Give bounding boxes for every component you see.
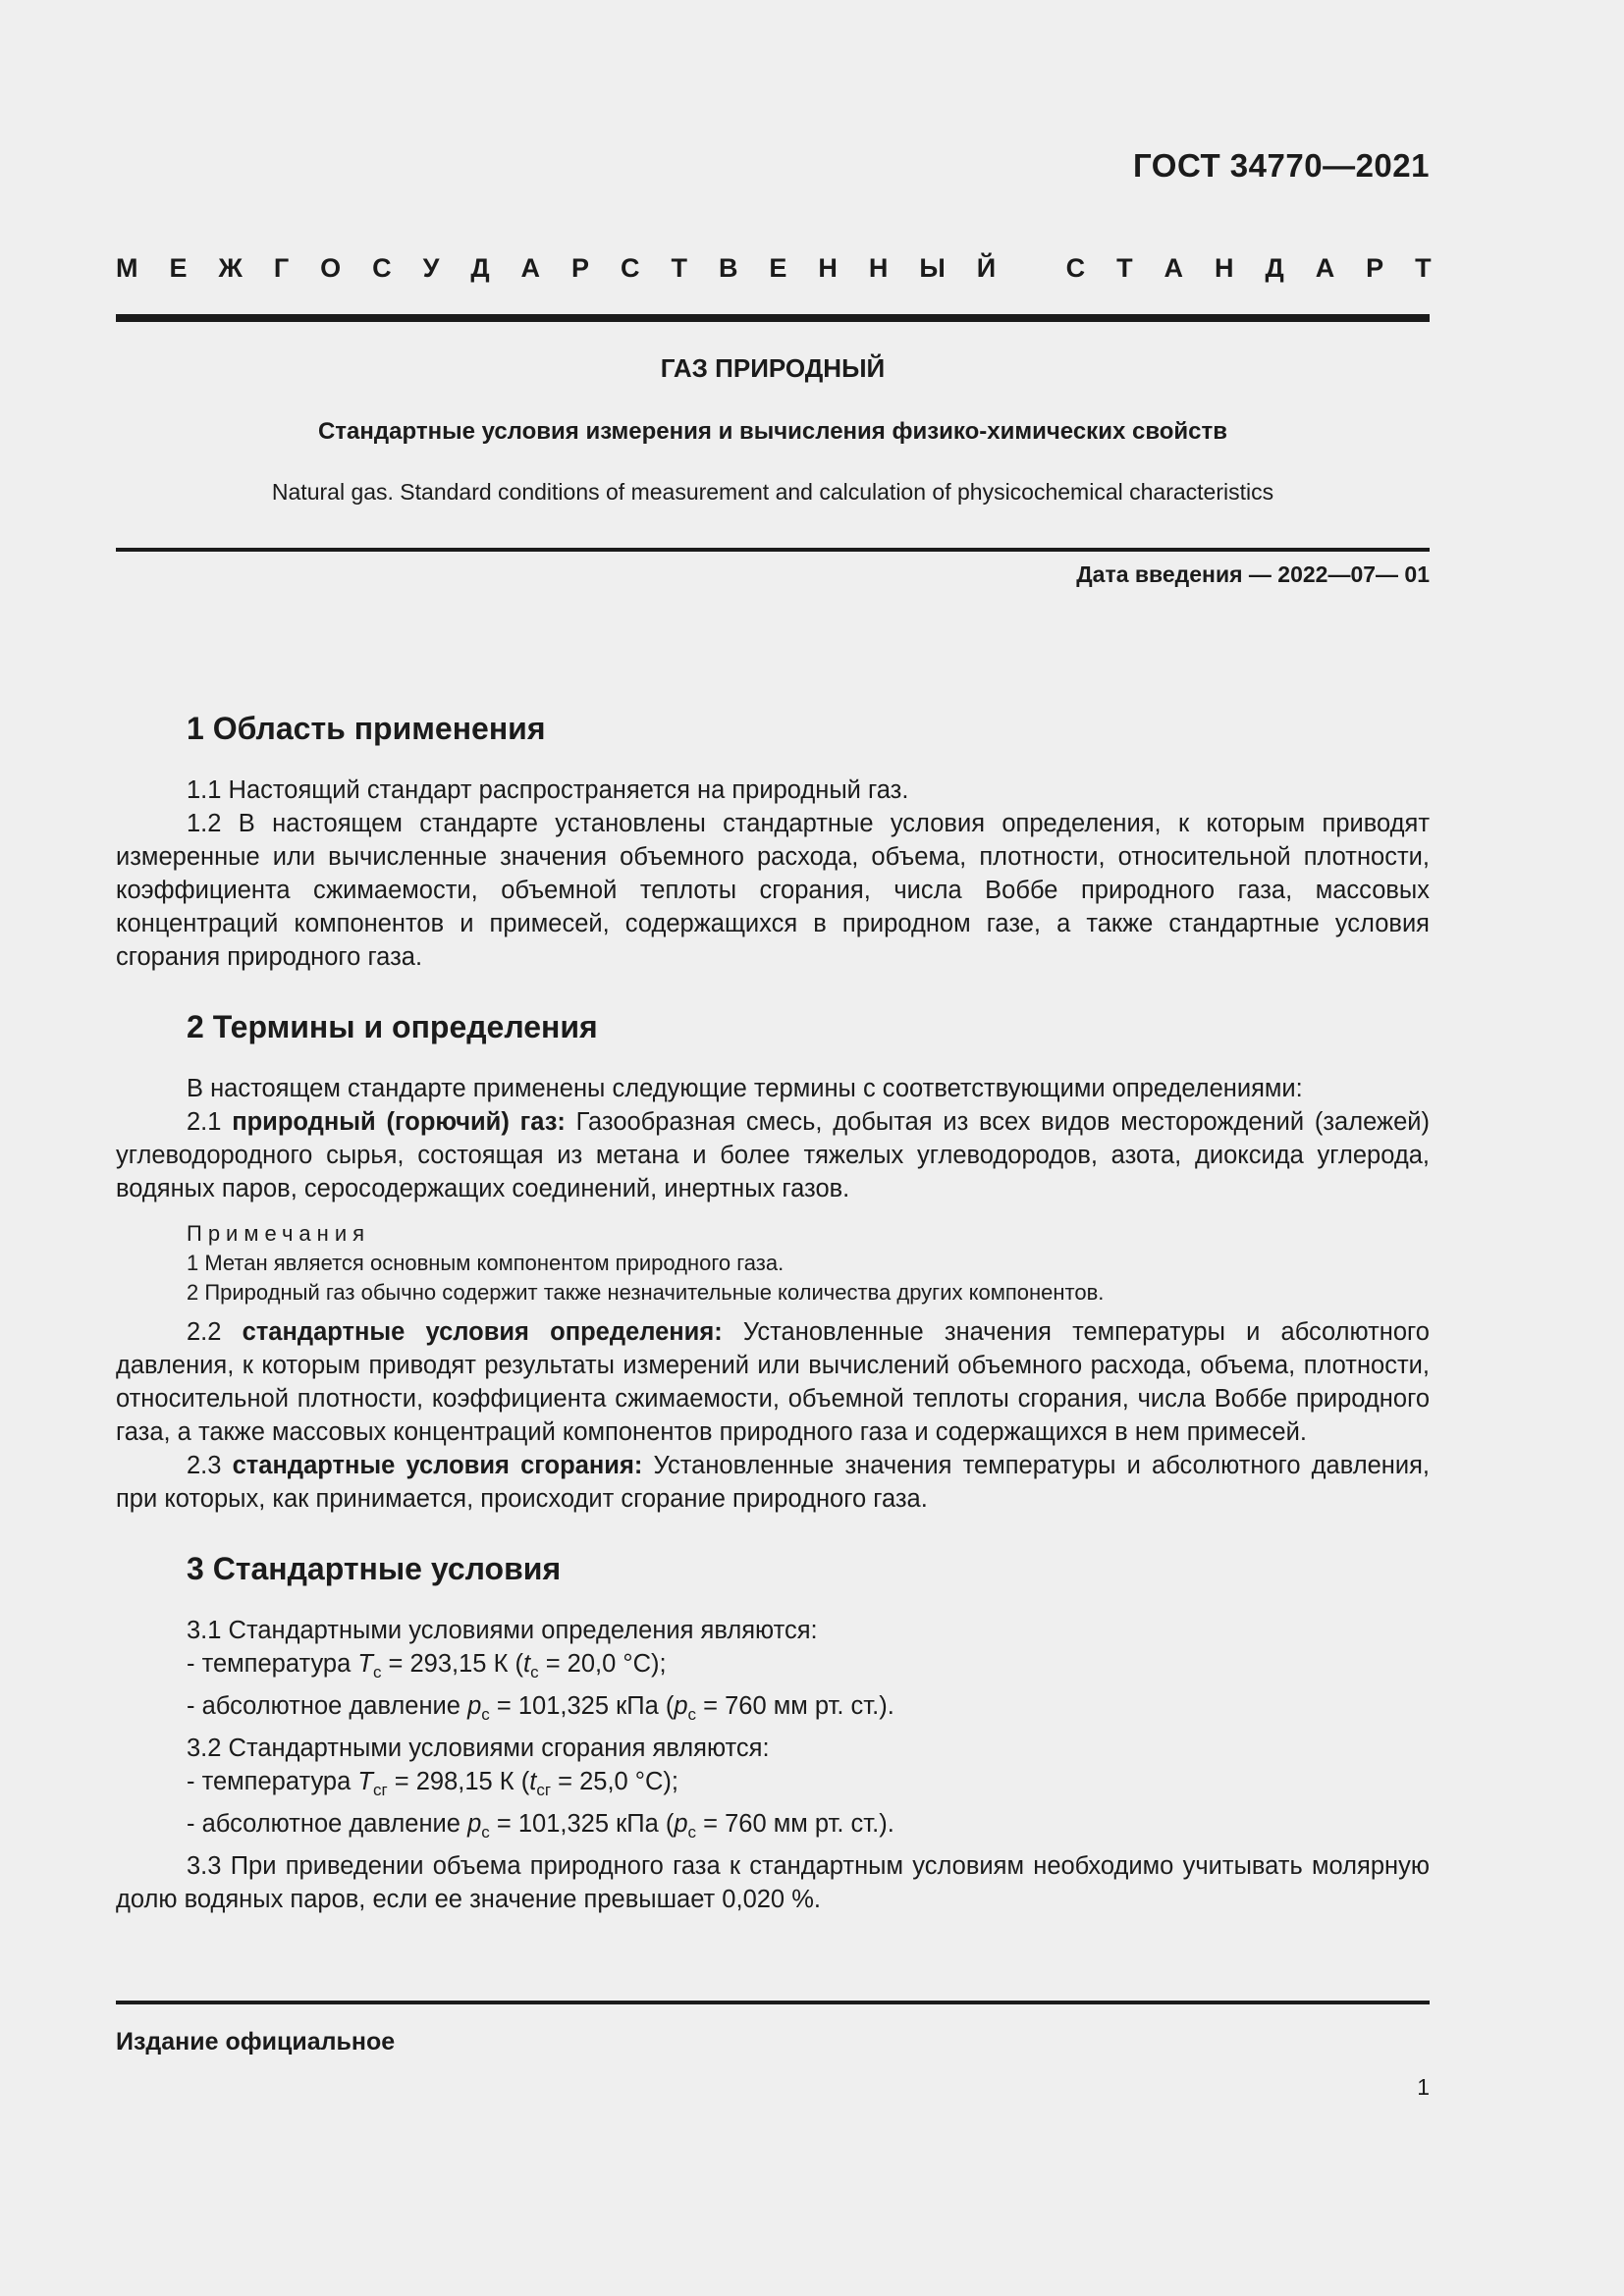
interstate-letter: М	[116, 253, 138, 283]
notes-title: Примечания	[187, 1221, 371, 1246]
document-body	[116, 707, 1430, 1916]
interstate-letter: В	[718, 253, 738, 283]
document-subtitle: Стандартные условия измерения и вычисления физико-химических свойств	[317, 418, 1228, 445]
page-number: 1	[1417, 2074, 1430, 2100]
note-1: 1 Метан является основным компонентом природного газа.	[187, 1251, 785, 1275]
standard-number: ГОСТ 34770—2021	[1133, 147, 1430, 184]
clause-2-3: 2.3 стандартные условия сгорания: Установленные значения температуры и абсолютного давления, при которых, как принимается, происходит сгорание природного газа.	[116, 1452, 1430, 1513]
title-rule	[116, 548, 1430, 552]
interstate-letter: Е	[169, 253, 188, 283]
item-pressure-determination: - абсолютное давление $p_с = 101,325$ кПа ($p_с = 760$ мм рт. ст.).	[187, 1692, 894, 1724]
introduction-date: Дата введения — 2022—07— 01	[1076, 561, 1430, 587]
interstate-letter: С	[372, 253, 392, 283]
interstate-letter: Н	[868, 253, 889, 283]
clause-3-2: 3.2 Стандартными условиями сгорания являются:	[187, 1735, 770, 1762]
interstate-letter: А	[1315, 253, 1335, 283]
interstate-letter: А	[1164, 253, 1184, 283]
interstate-letter: Р	[1366, 253, 1384, 283]
interstate-letter: Н	[1215, 253, 1234, 283]
interstate-letter: Ж	[218, 253, 243, 283]
clause-1-1: 1.1 Настоящий стандарт распространяется на природный газ.	[187, 776, 909, 804]
clause-3-1: 3.1 Стандартными условиями определения являются:	[187, 1617, 818, 1644]
interstate-letter: Т	[1116, 253, 1133, 283]
clause-1-2: 1.2 В настоящем стандарте установлены стандартные условия определения, к которым приводят измеренные или вычисленные значения объемного расхода, объема, плотности, относительной плотности, коэффициента сжимаемости, объемной теплоты сгорания, числа Воббе природного газа, массовых концентраций компонентов и примесей, содержащихся в природном газе, а также стандартные условия сгорания природного газа.	[116, 810, 1430, 971]
item-pressure-combustion: - абсолютное давление $p_с = 101,325$ кПа ($p_с = 760$ мм рт. ст.).	[187, 1810, 894, 1842]
clause-3-3: 3.3 При приведении объема природного газа к стандартным условиям необходимо учитывать молярную долю водяных паров, если ее значение превышает 0,020 %.	[116, 1852, 1430, 1913]
document-subtitle-english: Natural gas. Standard conditions of measurement and calculation of physicochemical characteristics	[271, 479, 1274, 505]
interstate-letter: Д	[1265, 253, 1284, 283]
interstate-letter: Т	[671, 253, 687, 283]
section-3-heading: 3 Стандартные условия	[187, 1551, 562, 1586]
section-2-heading: 2 Термины и определения	[187, 1009, 598, 1044]
interstate-letter: Р	[571, 253, 590, 283]
interstate-letter: Е	[769, 253, 787, 283]
clause-2-1: 2.1 природный (горючий) газ: Газообразная смесь, добытая из всех видов месторождений (залежей) углеводородного сырья, состоящая из метана и более тяжелых углеводородов, азота, диоксида углерода, водяных паров, серосодержащих соединений, инертных газов.	[116, 1108, 1430, 1202]
note-2: 2 Природный газ обычно содержит также незначительные количества других компонентов.	[187, 1280, 1105, 1305]
term-natural-gas: природный (горючий) газ:	[232, 1108, 566, 1136]
interstate-letter: Ы	[919, 253, 946, 283]
official-edition-label: Издание официальное	[116, 2028, 396, 2056]
interstate-letter	[1027, 253, 1035, 284]
item-temperature-determination: - температура $T_с = 293,15$ К ($t_с = 20,0$ °С);	[187, 1650, 667, 1682]
interstate-letter: Т	[1415, 253, 1432, 283]
document-title: ГАЗ ПРИРОДНЫЙ	[660, 353, 886, 383]
interstate-letter: О	[320, 253, 342, 283]
interstate-letter: Д	[470, 253, 490, 283]
interstate-letter: С	[621, 253, 640, 283]
header-rule	[116, 314, 1430, 322]
section-1-heading: 1 Область применения	[187, 711, 546, 746]
footer-rule	[116, 2001, 1430, 2004]
interstate-letter: Й	[976, 253, 997, 283]
interstate-letter: Г	[273, 253, 290, 283]
interstate-letter: А	[520, 253, 541, 283]
notes-block	[187, 1219, 1430, 1308]
item-temperature-combustion: - температура $T_{сг} = 298,15$ К ($t_{сг} = 25,0$ °С);	[187, 1768, 678, 1799]
term-standard-conditions-determination: стандартные условия определения:	[242, 1318, 723, 1346]
interstate-letter: С	[1065, 253, 1086, 283]
section-2-intro: В настоящем стандарте применены следующие термины с соответствующими определениями:	[187, 1075, 1303, 1102]
interstate-standard-label	[116, 253, 1432, 284]
interstate-letter: Н	[818, 253, 838, 283]
term-standard-conditions-combustion: стандартные условия сгорания:	[232, 1452, 643, 1479]
interstate-letter: У	[422, 253, 440, 283]
clause-2-2: 2.2 стандартные условия определения: Установленные значения температуры и абсолютного давления, к которым приводят результаты измерений или вычислений объемного расхода, объема, плотности, относительной плотности, коэффициента сжимаемости, объемной теплоты сгорания, числа Воббе природного газа, а также массовых концентраций компонентов природного газа и содержащихся в нем примесей.	[116, 1318, 1430, 1446]
